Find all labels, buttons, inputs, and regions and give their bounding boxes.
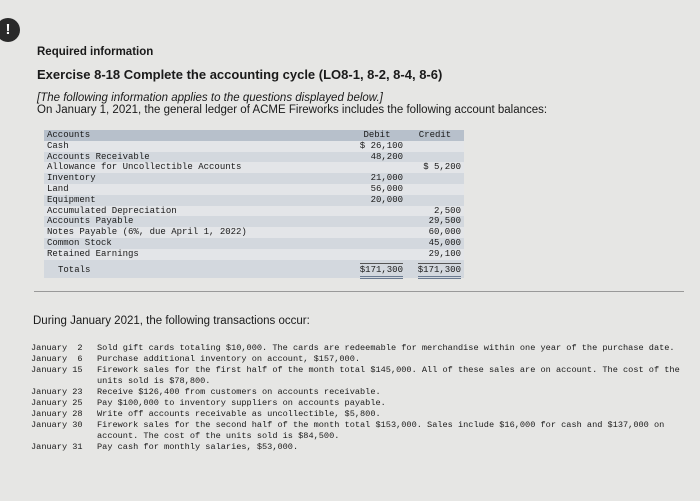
transaction-text: Sold gift cards totaling $10,000. The cards are redeemable for merchandise within one year of the purchase date. <box>97 343 675 353</box>
credit-cell <box>406 173 464 184</box>
table-row <box>44 216 464 227</box>
debit-cell: 56,000 <box>370 183 403 194</box>
account-name: Accounts Payable <box>47 216 134 227</box>
transaction-item <box>31 409 681 420</box>
transaction-text: Firework sales for the first half of the month total $145,000. All of these sales are on account. The cost of the units sold is $78,800. <box>97 365 680 386</box>
transaction-text: Pay $100,000 to inventory suppliers on accounts payable. <box>97 398 386 408</box>
debit-cell <box>348 238 406 249</box>
account-name: Inventory <box>47 173 96 184</box>
transaction-date: January 2 <box>31 343 83 353</box>
account-name: Equipment <box>47 194 96 205</box>
transaction-date: January 31 <box>31 442 83 452</box>
transactions-intro: During January 2021, the following transactions occur: <box>33 315 310 327</box>
account-name: Notes Payable (6%, due April 1, 2022) <box>47 227 247 238</box>
transaction-item <box>31 442 681 453</box>
transaction-item <box>31 354 681 365</box>
totals-debit-value: $171,300 <box>360 263 403 279</box>
totals-label: Totals <box>58 265 91 276</box>
debit-cell <box>348 206 406 217</box>
account-name: Retained Earnings <box>47 248 139 259</box>
intro-text: On January 1, 2021, the general ledger of ACME Fireworks includes the following account balances: <box>37 104 548 116</box>
table-header <box>44 130 464 141</box>
transaction-date: January 6 <box>31 354 83 364</box>
transaction-item <box>31 398 681 409</box>
account-name: Accounts Receivable <box>47 151 150 162</box>
alert-icon: ! <box>0 18 20 42</box>
table-row <box>44 227 464 238</box>
transaction-item <box>31 343 681 354</box>
transaction-item <box>31 387 681 398</box>
credit-cell: 29,500 <box>428 216 461 227</box>
debit-cell <box>348 162 406 173</box>
totals-credit <box>406 260 464 278</box>
transaction-date: January 28 <box>31 409 83 419</box>
totals-row <box>44 260 464 278</box>
account-name: Allowance for Uncollectible Accounts <box>47 162 242 173</box>
credit-cell: 2,500 <box>433 205 461 216</box>
account-name: Land <box>47 183 69 194</box>
debit-cell <box>348 227 406 238</box>
account-name: Accumulated Depreciation <box>47 205 177 216</box>
transaction-text: Write off accounts receivable as uncollectible, $5,800. <box>97 409 381 419</box>
table-row <box>44 173 464 184</box>
table-row <box>44 206 464 217</box>
transactions-list <box>31 343 681 453</box>
transaction-date: January 30 <box>31 420 83 430</box>
divider <box>34 291 684 292</box>
intro-note: [The following information applies to the questions displayed below.] <box>37 92 383 104</box>
table-row <box>44 195 464 206</box>
section-heading: Required information <box>37 46 154 58</box>
table-row <box>44 238 464 249</box>
transaction-text: Purchase additional inventory on account, $157,000. <box>97 354 361 364</box>
exercise-title: Exercise 8-18 Complete the accounting cycle (LO8-1, 8-2, 8-4, 8-6) <box>37 67 443 82</box>
credit-cell: 60,000 <box>428 227 461 238</box>
totals-debit <box>348 260 406 278</box>
transaction-item <box>31 420 681 442</box>
accounts-header: Accounts <box>47 130 91 140</box>
debit-cell: 21,000 <box>370 173 403 184</box>
account-balances-table <box>44 130 464 278</box>
debit-cell: 20,000 <box>370 194 403 205</box>
credit-cell: 29,100 <box>428 248 461 259</box>
transaction-text: Firework sales for the second half of the month total $153,000. Sales include $16,000 for cash and $137,000 on account. The cost of the units sold is $84,500. <box>97 420 665 441</box>
transaction-date: January 25 <box>31 398 83 408</box>
transaction-text: Pay cash for monthly salaries, $53,000. <box>97 442 299 452</box>
credit-cell <box>406 184 464 195</box>
credit-cell: 45,000 <box>428 237 461 248</box>
table-row <box>44 184 464 195</box>
debit-header: Debit <box>363 130 391 140</box>
table-row <box>44 162 464 173</box>
credit-cell: $ 5,200 <box>423 162 461 173</box>
debit-cell: $ 26,100 <box>359 140 403 151</box>
transaction-item <box>31 365 681 387</box>
credit-cell <box>406 141 464 152</box>
debit-cell <box>348 216 406 227</box>
table-row <box>44 141 464 152</box>
transaction-date: January 15 <box>31 365 83 375</box>
transaction-date: January 23 <box>31 387 83 397</box>
account-name: Cash <box>47 140 69 151</box>
credit-cell <box>406 152 464 163</box>
table-row <box>44 249 464 260</box>
table-row <box>44 152 464 163</box>
debit-cell: 48,200 <box>370 151 403 162</box>
credit-cell <box>406 195 464 206</box>
transaction-text: Receive $126,400 from customers on accounts receivable. <box>97 387 381 397</box>
debit-cell <box>348 249 406 260</box>
totals-credit-value: $171,300 <box>418 263 461 279</box>
credit-header: Credit <box>418 130 452 140</box>
account-name: Common Stock <box>47 237 112 248</box>
